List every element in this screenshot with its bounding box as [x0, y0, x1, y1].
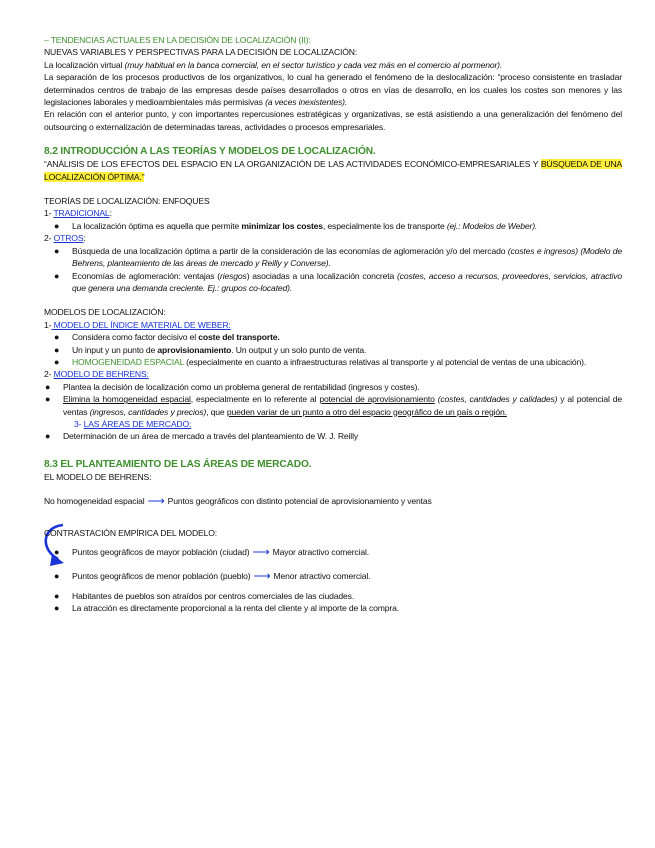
text-span: Mayor atractivo comercial.	[272, 547, 369, 557]
modelo-areas-mercado	[44, 418, 622, 430]
list-item	[44, 393, 622, 418]
section-heading-tendencias: – TENDENCIAS ACTUALES EN LA DECISIÓN DE LOCALIZACIÓN (II):	[44, 35, 311, 45]
bullet-icon: ●	[54, 547, 60, 557]
list-number: 1-	[44, 319, 52, 330]
link-otros[interactable]: OTROS	[53, 233, 84, 244]
text-span: Economías de aglomeración: ventajas (	[72, 270, 221, 281]
list-number: 2-	[44, 369, 54, 380]
arrow-right-icon: ⟶	[147, 494, 165, 509]
modelo-behrens	[44, 368, 622, 380]
contrastacion-title: CONTRASTACIÓN EMPÍRICA DEL MODELO:	[44, 527, 218, 538]
list-item	[44, 590, 622, 602]
text-italic: (muy habitual en la banca comercial, en el sector turístico y cada vez más en el comercio al pormenor).	[124, 59, 503, 70]
paragraph-outsourcing: En relación con el anterior punto, y con importantes repercusiones estratégicas y organizativas, se está asistiendo a una generalización del fenómeno del outsourcing o externalización de determinadas tareas, actividades o procesos empresariales.	[44, 109, 622, 132]
list-item	[44, 331, 622, 343]
text-span: “ANÁLISIS DE LOS EFECTOS DEL ESPACIO EN LA ORGANIZACIÓN DE LAS ACTIVIDADES ECONÓMICO-EMPRESARIALES Y	[44, 159, 541, 170]
quote-analisis	[44, 158, 622, 183]
link-modelo-behrens[interactable]: MODELO DE BEHRENS:	[53, 369, 149, 380]
bullet-icon: ●	[45, 394, 51, 405]
bullet-icon: ●	[45, 381, 51, 392]
list-item	[44, 430, 622, 442]
list-number: 3-	[74, 418, 84, 429]
bullet-icon: ●	[54, 245, 60, 256]
list-contrastacion	[44, 546, 622, 558]
list-behrens	[44, 381, 622, 418]
bullet-icon: ●	[54, 590, 60, 601]
highlighted-text: ”	[141, 171, 145, 182]
text-underlined: potencial de aprovisionamiento	[319, 394, 435, 405]
list-item	[44, 546, 622, 558]
list-item	[44, 570, 622, 582]
text-span: ) asociadas a una localización concreta	[246, 270, 398, 281]
bullet-icon: ●	[45, 431, 51, 442]
list-number: 2-	[44, 233, 54, 244]
list-item	[44, 602, 622, 614]
list-number: 1-	[44, 208, 54, 219]
text-span: Puntos geográficos de menor población (pueblo)	[72, 571, 251, 582]
enfoque-otros	[44, 232, 622, 244]
text-span: , que	[206, 406, 227, 417]
text-span: Puntos geográficos con distinto potencial de aprovisionamiento y ventas	[167, 496, 432, 507]
arrow-right-icon: ⟶	[253, 569, 271, 584]
modelos-title: MODELOS DE LOCALIZACIÓN:	[44, 307, 166, 318]
bullet-icon: ●	[54, 571, 60, 582]
text-bold: coste del transporte.	[198, 332, 280, 343]
text-span: Habitantes de pueblos son atraídos por centros comerciales de las ciudades.	[72, 590, 355, 601]
text-span: La localización óptima es aquella que permite	[72, 220, 242, 231]
bullet-icon: ●	[54, 220, 60, 231]
text-green: HOMOGENEIDAD ESPACIAL	[72, 356, 184, 367]
bullet-icon: ●	[54, 344, 60, 355]
text-span: La separación de los procesos productivos de los organizativos, lo cual ha generado el fenómeno de la deslocalización: “proceso consistente en trasladar determinados centros de trabajo de las empresas desde países desarrollados o otros en vías de desarrollo, en los cuales los costes son menores y las legislaciones laborales y medioambientales más permisivas	[44, 72, 622, 108]
list-tradicional	[44, 220, 622, 232]
text-span: (especialmente en cuanto a infraestructuras relativas al transporte y al potencial de ventas de una ubicación).	[183, 356, 587, 367]
list-areas	[44, 430, 622, 442]
text-span: Determinación de un área de mercado a través del planteamiento de W. J. Reilly	[63, 431, 358, 442]
text-span: La atracción es directamente proporcional a la renta del cliente y al importe de la compra.	[72, 603, 399, 614]
modelo-weber	[44, 319, 622, 331]
subtitle-modelo-behrens: EL MODELO DE BEHRENS:	[44, 471, 152, 482]
paragraph-localizacion-virtual	[44, 59, 622, 71]
bullet-icon: ●	[54, 270, 60, 281]
text-italic: (costes e ingresos) (Modelo de Behrens, planteamiento de las áreas de mercado y Reilly y Converse).	[72, 245, 623, 269]
text-span: Considera como factor decisivo el	[72, 332, 199, 343]
text-span: , especialmente en lo referente al	[190, 394, 320, 405]
section-heading-areas-mercado: 8.3 EL PLANTEAMIENTO DE LAS ÁREAS DE MERCADO.	[44, 458, 312, 470]
bullet-icon: ●	[54, 332, 60, 343]
text-span: . Un output y un solo punto de venta.	[231, 344, 367, 355]
text-bold: aprovisionamiento	[157, 344, 232, 355]
text-italic: (costes, cantidades y calidades)	[434, 394, 558, 405]
text-span: Puntos geográficos de mayor población (ciudad)	[72, 547, 250, 557]
list-contrastacion-3	[44, 590, 622, 615]
list-item	[44, 344, 622, 356]
list-item	[44, 270, 622, 295]
text-span: y al potencial de ventas	[63, 394, 623, 417]
text-italic: (ej.: Modelos de Weber).	[446, 220, 538, 231]
text-span: Búsqueda de una localización óptima a partir de la consideración de las economías de aglomeración y/o del mercado	[72, 245, 508, 256]
text-bold: minimizar los costes	[241, 220, 323, 231]
behrens-relation	[44, 495, 622, 507]
text-span: Un input y un punto de	[72, 344, 158, 355]
text-span: La localización virtual	[44, 59, 125, 70]
text-underlined: pueden variar de un punto a otro del espacio geográfico de un país o región.	[226, 406, 507, 417]
link-modelo-weber[interactable]: MODELO DEL ÍNDICE MATERIAL DE WEBER:	[51, 319, 231, 330]
highlighted-text: BÚSQUEDA DE UNA LOCALIZACIÓN ÓPTIMA.	[44, 159, 622, 182]
link-tradicional[interactable]: TRADICIONAL	[53, 208, 110, 219]
bullet-icon: ●	[54, 356, 60, 367]
list-otros	[44, 245, 622, 295]
list-item	[44, 356, 622, 368]
text-span: Plantea la decisión de localización como un problema general de rentabilidad (ingresos y costes).	[63, 381, 420, 392]
text-span: :	[109, 208, 112, 219]
subtitle-nuevas-variables: NUEVAS VARIABLES Y PERSPECTIVAS PARA LA DECISIÓN DE LOCALIZACIÓN:	[44, 47, 358, 58]
paragraph-deslocalizacion	[44, 71, 622, 108]
text-span: No homogeneidad espacial	[44, 496, 145, 507]
text-span: :	[83, 233, 86, 244]
arrow-right-icon: ⟶	[252, 545, 270, 559]
bullet-icon: ●	[54, 603, 60, 614]
list-contrastacion-2	[44, 570, 622, 582]
text-underlined: Elimina la homogeneidad espacial	[63, 394, 191, 405]
text-italic: riesgos	[220, 270, 247, 281]
list-weber	[44, 331, 622, 368]
teorias-title: TEORÍAS DE LOCALIZACIÓN: ENFOQUES	[44, 196, 210, 207]
list-item	[44, 220, 622, 232]
enfoque-tradicional	[44, 207, 622, 219]
section-heading-introduccion: 8.2 INTRODUCCIÓN A LAS TEORÍAS Y MODELOS DE LOCALIZACIÓN.	[44, 146, 376, 158]
link-areas-mercado[interactable]: LAS ÁREAS DE MERCADO:	[83, 418, 192, 429]
document-content	[44, 34, 622, 615]
list-item	[44, 381, 622, 393]
text-italic: (a veces inexistentes).	[265, 97, 348, 108]
text-span: Menor atractivo comercial.	[273, 571, 371, 582]
list-item	[44, 245, 622, 270]
text-italic: (ingresos, cantidades y precios)	[89, 406, 207, 417]
text-italic: (costes, acceso a recursos, proveedores, servicios, atractivo que genera una demanda creciente. Ej.: grupos co-located).	[72, 270, 623, 293]
text-span: , especialmente los de transporte	[322, 220, 447, 231]
